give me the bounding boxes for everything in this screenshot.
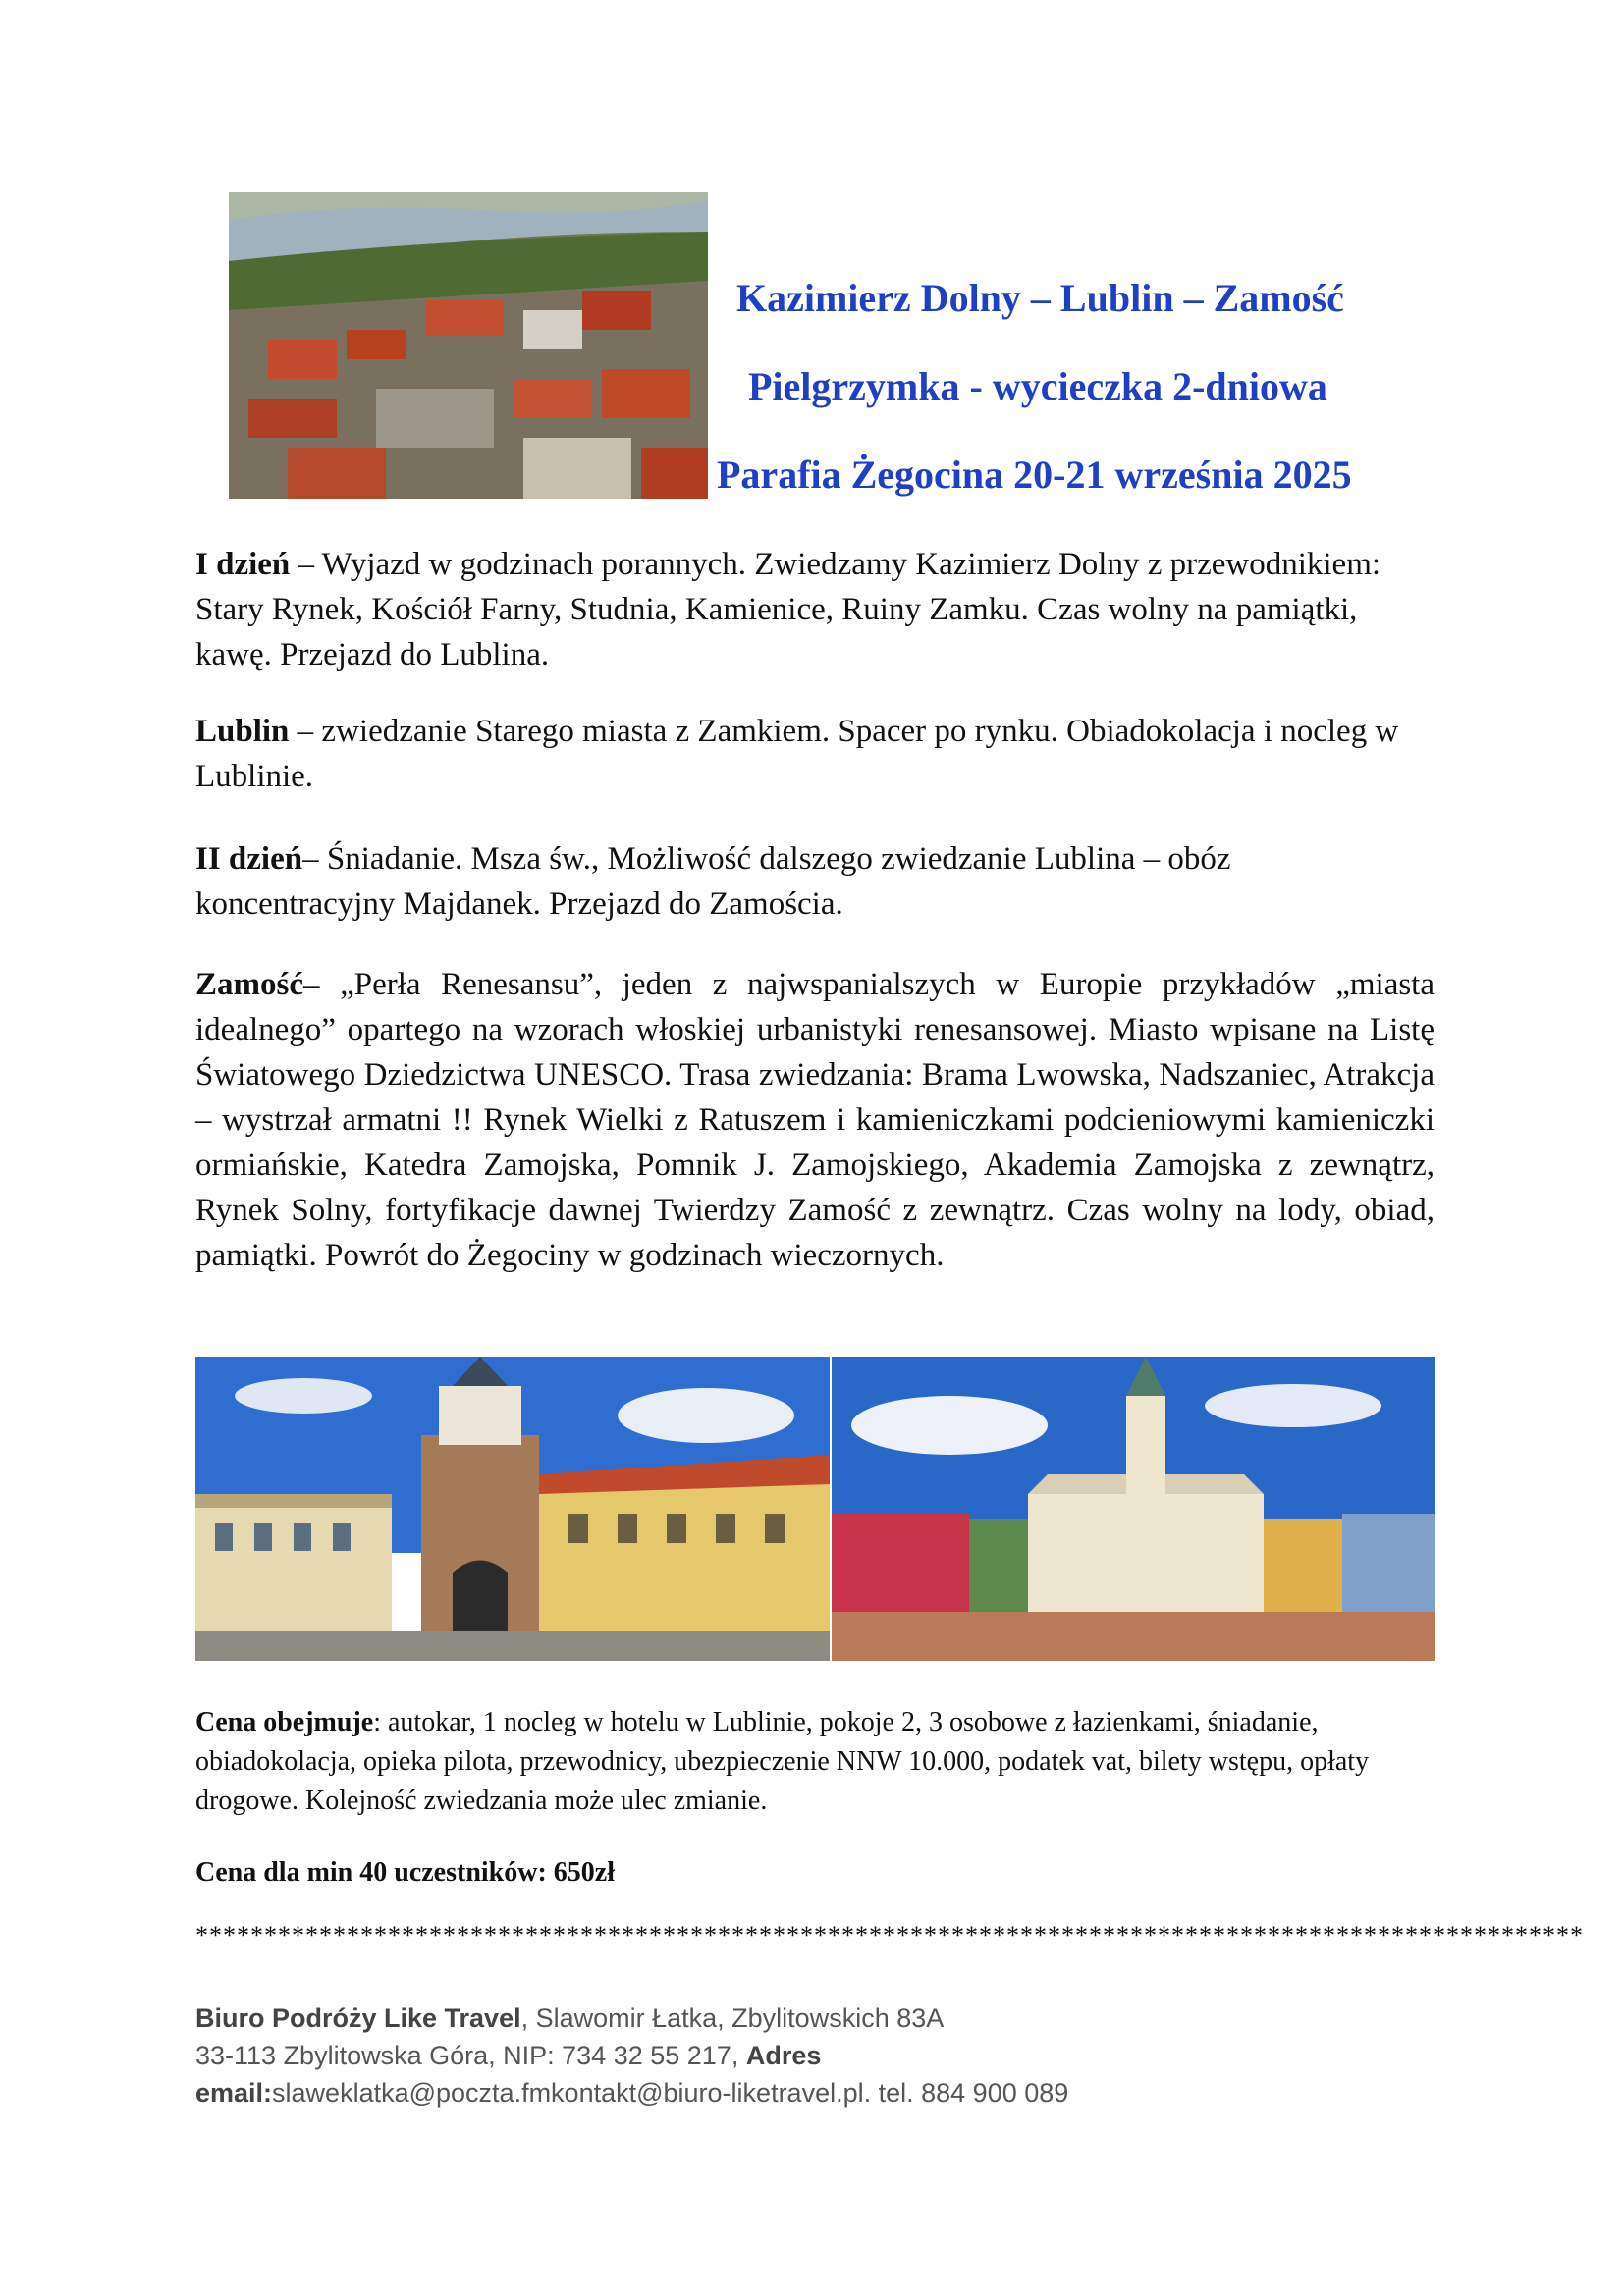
footer-line2 xyxy=(195,2038,821,2073)
price-includes xyxy=(195,1703,1435,1821)
day1-label: I dzień xyxy=(195,547,291,582)
price-includes-label: Cena obejmuje xyxy=(195,1707,374,1737)
title-parish-date: Parafia Żegocina 20-21 września 2025 xyxy=(717,453,1352,497)
kazimierz-aerial-photo xyxy=(229,192,708,499)
lublin-label: Lublin xyxy=(195,714,290,749)
footer-adres-label: Adres xyxy=(745,2041,822,2070)
footer-line1 xyxy=(195,2001,944,2036)
zamosc-townhall-photo xyxy=(832,1357,1435,1661)
title-trip-type: Pielgrzymka - wycieczka 2-dniowa xyxy=(748,364,1327,408)
separator-stars: ***************************************************************************************************** xyxy=(195,1921,1584,1949)
lublin-text: – zwiedzanie Starego miasta z Zamkiem. Spacer po rynku. Obiadokolacja i nocleg w Lublinie. xyxy=(195,714,1399,794)
title-route: Kazimierz Dolny – Lublin – Zamość xyxy=(736,276,1344,320)
itinerary-day2 xyxy=(195,836,1435,927)
footer-line3 xyxy=(195,2075,1068,2110)
zamosc-label: Zamość xyxy=(195,967,303,1002)
footer-contact[interactable]: slaweklatka@poczta.fmkontakt@biuro-liketravel.pl. tel. 884 900 089 xyxy=(272,2078,1069,2108)
lublin-gate-photo xyxy=(195,1357,830,1661)
kazimierz-aerial-illustration xyxy=(229,192,708,499)
footer-email-label: email: xyxy=(195,2078,273,2108)
lublin-gate-illustration xyxy=(195,1357,830,1661)
itinerary-day1 xyxy=(195,542,1435,677)
footer-nip: 33-113 Zbylitowska Góra, NIP: 734 32 55 217, xyxy=(195,2041,746,2070)
footer-company: Biuro Podróży Like Travel xyxy=(195,2003,521,2033)
day1-text: – Wyjazd w godzinach porannych. Zwiedzamy Kazimierz Dolny z przewodnikiem: Stary Rynek, Kościół Farny, Studnia, Kamienice, Ruiny Zamku. Czas wolny na pamiątki, kawę. Przejazd do Lublina. xyxy=(195,547,1381,672)
price-includes-text: : autokar, 1 nocleg w hotelu w Lublinie, pokoje 2, 3 osobowe z łazienkami, śniadanie, obiadokolacja, opieka pilota, przewodnicy, ubezpieczenie NNW 10.000, podatek vat, bilety wstępu, opłaty drogowe. Kolejność zwiedzania może ulec zmianie. xyxy=(195,1707,1370,1816)
price-line: Cena dla min 40 uczestników: 650zł xyxy=(195,1857,615,1888)
zamosc-townhall-illustration xyxy=(832,1357,1435,1661)
day2-text: – Śniadanie. Msza św., Możliwość dalszego zwiedzanie Lublina – obóz koncentracyjny Majdanek. Przejazd do Zamościa. xyxy=(195,841,1231,922)
day2-label: II dzień xyxy=(195,841,303,877)
itinerary-zamosc xyxy=(195,962,1435,1278)
footer-address: , Slawomir Łatka, Zbylitowskich 83A xyxy=(520,2003,945,2033)
zamosc-text: – „Perła Renesansu”, jeden z najwspanialszych w Europie przykładów „miasta idealnego” opartego na wzorach włoskiej urbanistyki renesansowej. Miasto wpisane na Listę Światowego Dziedzictwa UNESCO. Trasa zwiedzania: Brama Lwowska, Nadszaniec, Atrakcja – wystrzał armatni !! Rynek Wielki z Ratuszem i kamieniczkami podcieniowymi kamieniczki ormiańskie, Katedra Zamojska, Pomnik J. Zamojskiego, Akademia Zamojska z zewnątrz, Rynek Solny, fortyfikacje dawnej Twierdzy Zamość z zewnątrz. Czas wolny na lody, obiad, pamiątki. Powrót do Żegociny w godzinach wieczornych. xyxy=(195,967,1435,1273)
itinerary-lublin xyxy=(195,709,1435,799)
